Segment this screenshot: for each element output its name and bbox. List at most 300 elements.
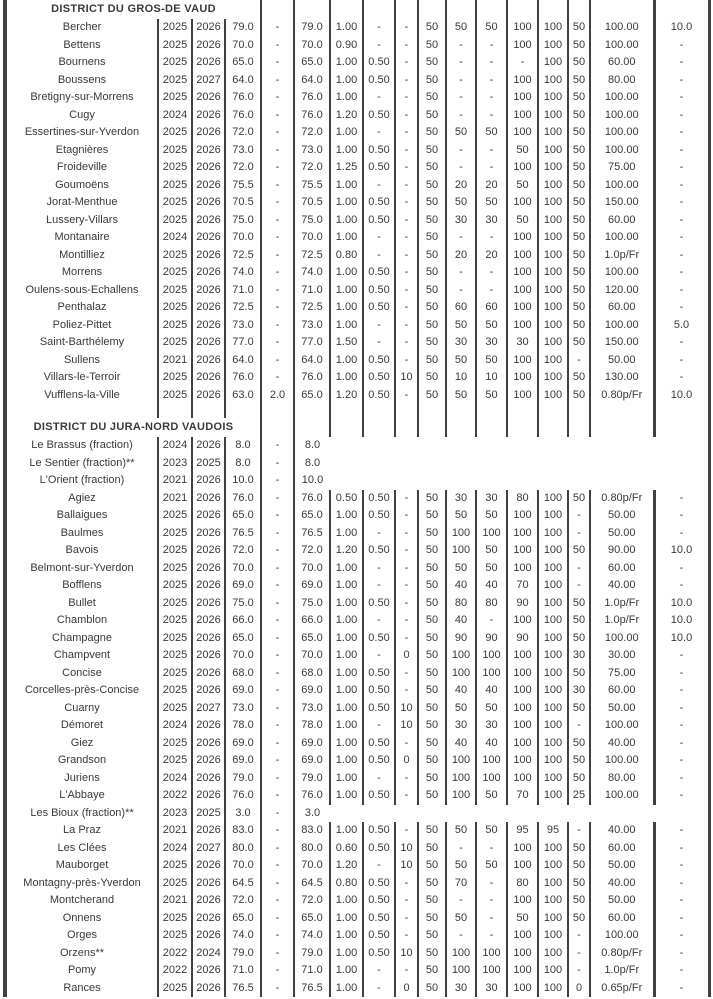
tax-value-7-cell: 100	[507, 857, 538, 875]
rate-cell	[225, 404, 261, 418]
tax-value-4-cell: 50	[418, 177, 446, 195]
tax-value-4-cell: 50	[418, 282, 446, 300]
tax-value-2-cell: 0.50	[363, 945, 395, 963]
tax-value-10-cell: 60.00	[590, 840, 654, 858]
rate-total-cell: 76.0	[294, 89, 330, 107]
rate-total-cell	[294, 418, 330, 437]
tax-value-4-cell	[418, 472, 446, 490]
tax-value-1-cell: 1.00	[330, 507, 363, 525]
table-row	[5, 229, 709, 247]
tax-value-3-cell: 10	[395, 945, 418, 963]
tax-value-6-cell	[476, 472, 507, 490]
rate-total-cell: 70.0	[294, 647, 330, 665]
commune-name-cell: Pomy	[67, 964, 97, 976]
rate-supplement-cell	[261, 418, 294, 437]
tax-value-7-cell: 100	[507, 89, 538, 107]
commune-name-cell: Les Clées	[57, 841, 107, 854]
rate-supplement-cell: -	[261, 665, 294, 683]
table-row	[5, 455, 709, 473]
tax-value-10-cell: 50.00	[590, 507, 654, 525]
rate-cell: 72.0	[225, 542, 261, 560]
tax-value-7-cell: 95	[507, 822, 538, 840]
tax-value-8-cell: 100	[538, 54, 568, 72]
tax-value-10-cell: 150.00	[590, 194, 654, 212]
tax-value-7-cell: 100	[507, 107, 538, 125]
rate-cell: 75.5	[225, 177, 261, 195]
tax-value-3-cell: 0	[395, 752, 418, 770]
tax-value-6-cell: 10	[476, 369, 507, 387]
tax-value-11-cell: -	[654, 177, 709, 195]
tax-value-11-cell: -	[654, 682, 709, 700]
tax-value-11-cell	[654, 805, 709, 823]
tax-value-11-cell: -	[654, 647, 709, 665]
year-from-cell: 2025	[158, 299, 192, 317]
tax-value-2-cell: 0.50	[363, 299, 395, 317]
rate-supplement-cell: -	[261, 194, 294, 212]
tax-value-5-cell: 30	[446, 490, 476, 508]
tax-value-4-cell: 50	[418, 980, 446, 998]
tax-value-5-cell: 50	[446, 317, 476, 335]
tax-value-6-cell	[476, 0, 507, 19]
rate-supplement-cell: -	[261, 840, 294, 858]
rate-total-cell	[294, 0, 330, 19]
tax-value-8-cell: 100	[538, 19, 568, 37]
rate-supplement-cell: -	[261, 787, 294, 805]
tax-value-7-cell: 100	[507, 159, 538, 177]
rate-total-cell: 76.0	[294, 369, 330, 387]
table-row	[5, 177, 709, 195]
tax-value-6-cell: -	[476, 282, 507, 300]
tax-value-2-cell: 0.50	[363, 352, 395, 370]
tax-value-9-cell: 50	[568, 770, 590, 788]
rate-supplement-cell: -	[261, 229, 294, 247]
rate-total-cell: 64.5	[294, 875, 330, 893]
rate-supplement-cell: -	[261, 577, 294, 595]
tax-value-3-cell: -	[395, 595, 418, 613]
tax-value-2-cell	[363, 437, 395, 455]
tax-value-10-cell: 100.00	[590, 124, 654, 142]
tax-value-5-cell: 40	[446, 612, 476, 630]
commune-name-cell: Baulmes	[60, 526, 104, 539]
table-row	[5, 910, 709, 928]
tax-value-10-cell	[590, 472, 654, 490]
tax-value-6-cell: 40	[476, 577, 507, 595]
rate-total-cell: 72.0	[294, 542, 330, 560]
tax-value-11-cell: -	[654, 910, 709, 928]
tax-value-2-cell: -	[363, 229, 395, 247]
tax-value-1-cell: 1.00	[330, 264, 363, 282]
rate-cell: 75.0	[225, 595, 261, 613]
tax-value-5-cell: 100	[446, 525, 476, 543]
tax-value-4-cell: 50	[418, 387, 446, 405]
rate-total-cell: 65.0	[294, 910, 330, 928]
tax-value-8-cell: 100	[538, 124, 568, 142]
year-from-cell	[158, 404, 192, 418]
year-to-cell: 2026	[192, 612, 225, 630]
year-to-cell: 2026	[192, 142, 225, 160]
rate-total-cell: 69.0	[294, 752, 330, 770]
tax-value-7-cell: 70	[507, 787, 538, 805]
tax-value-9-cell: -	[568, 927, 590, 945]
commune-name-cell: Champvent	[53, 649, 111, 661]
tax-value-3-cell: -	[395, 822, 418, 840]
tax-value-2-cell: 0.50	[363, 72, 395, 90]
year-from-cell: 2025	[158, 142, 192, 160]
rate-total-cell: 65.0	[294, 630, 330, 648]
tax-value-5-cell: 30	[446, 212, 476, 230]
tax-value-6-cell: -	[476, 72, 507, 90]
commune-name-cell: Ballaigues	[56, 509, 108, 521]
tax-value-7-cell: 100	[507, 194, 538, 212]
section-header-row	[5, 418, 709, 437]
tax-value-11-cell: -	[654, 822, 709, 840]
table-row	[5, 507, 709, 525]
table-row	[5, 282, 709, 300]
tax-value-11-cell: 10.0	[654, 630, 709, 648]
year-to-cell: 2026	[192, 875, 225, 893]
tax-value-10-cell: 100.00	[590, 317, 654, 335]
year-to-cell: 2026	[192, 752, 225, 770]
tax-value-10-cell: 50.00	[590, 352, 654, 370]
commune-name-cell: Montcherand	[49, 894, 115, 906]
tax-value-3-cell: -	[395, 89, 418, 107]
tax-value-10-cell: 75.00	[590, 665, 654, 683]
tax-value-7-cell: 80	[507, 875, 538, 893]
tax-value-11-cell: -	[654, 787, 709, 805]
tax-value-8-cell: 100	[538, 37, 568, 55]
commune-name-cell: Bofflens	[62, 579, 102, 591]
rate-total-cell: 69.0	[294, 735, 330, 753]
tax-value-6-cell	[476, 418, 507, 437]
rate-cell: 69.0	[225, 577, 261, 595]
year-from-cell: 2025	[158, 682, 192, 700]
rate-total-cell: 73.0	[294, 142, 330, 160]
tax-value-11-cell: -	[654, 352, 709, 370]
tax-value-5-cell: -	[446, 142, 476, 160]
year-to-cell: 2025	[192, 455, 225, 473]
tax-value-6-cell: 30	[476, 980, 507, 998]
tax-value-7-cell	[507, 0, 538, 19]
tax-value-11-cell: 10.0	[654, 387, 709, 405]
tax-value-11-cell: -	[654, 945, 709, 963]
rate-total-cell: 72.5	[294, 247, 330, 265]
tax-value-9-cell: 50	[568, 72, 590, 90]
year-from-cell: 2025	[158, 577, 192, 595]
tax-value-4-cell: 50	[418, 840, 446, 858]
rate-cell: 68.0	[225, 665, 261, 683]
table-row	[5, 560, 709, 578]
year-to-cell: 2026	[192, 490, 225, 508]
tax-value-8-cell: 100	[538, 770, 568, 788]
table-row	[5, 299, 709, 317]
rate-supplement-cell: -	[261, 542, 294, 560]
tax-value-5-cell	[446, 418, 476, 437]
rate-supplement-cell: -	[261, 875, 294, 893]
rate-total-cell: 70.0	[294, 229, 330, 247]
year-from-cell: 2025	[158, 700, 192, 718]
tax-value-6-cell: 50	[476, 317, 507, 335]
rate-total-cell: 72.0	[294, 159, 330, 177]
year-from-cell: 2025	[158, 37, 192, 55]
table-row	[5, 334, 709, 352]
tax-value-9-cell: 50	[568, 665, 590, 683]
commune-name-cell: Rances	[63, 981, 101, 994]
tax-value-10-cell	[590, 805, 654, 823]
tax-value-5-cell: 30	[446, 717, 476, 735]
commune-name-cell: Goumoëns	[55, 178, 109, 191]
tax-value-9-cell: 30	[568, 682, 590, 700]
tax-value-3-cell: -	[395, 317, 418, 335]
tax-value-2-cell: 0.50	[363, 490, 395, 508]
tax-value-8-cell	[538, 0, 568, 19]
tax-value-11-cell	[654, 404, 709, 418]
tax-value-2-cell: -	[363, 89, 395, 107]
tax-value-4-cell: 50	[418, 910, 446, 928]
tax-value-8-cell	[538, 437, 568, 455]
tax-value-7-cell: 100	[507, 560, 538, 578]
tax-value-7-cell: 100	[507, 945, 538, 963]
commune-name-cell: Bettens	[63, 38, 101, 51]
tax-value-2-cell: 0.50	[363, 822, 395, 840]
tax-value-10-cell: 100.00	[590, 229, 654, 247]
tax-value-2-cell: -	[363, 577, 395, 595]
table-row	[5, 159, 709, 177]
year-from-cell: 2024	[158, 717, 192, 735]
tax-value-1-cell: 1.50	[330, 334, 363, 352]
tax-value-11-cell: -	[654, 264, 709, 282]
tax-value-3-cell: -	[395, 159, 418, 177]
tax-value-2-cell: 0.50	[363, 752, 395, 770]
tax-value-3-cell: -	[395, 387, 418, 405]
rate-total-cell: 64.0	[294, 72, 330, 90]
commune-name-cell: Mauborget	[55, 859, 109, 871]
year-to-cell: 2026	[192, 735, 225, 753]
tax-value-5-cell: 30	[446, 334, 476, 352]
tax-value-4-cell	[418, 455, 446, 473]
tax-value-7-cell: 100	[507, 299, 538, 317]
tax-value-6-cell: 90	[476, 630, 507, 648]
tax-value-4-cell: 50	[418, 19, 446, 37]
tax-value-11-cell: -	[654, 752, 709, 770]
tax-value-9-cell: 50	[568, 700, 590, 718]
tax-value-4-cell: 50	[418, 334, 446, 352]
year-to-cell: 2026	[192, 229, 225, 247]
tax-value-10-cell: 50.00	[590, 892, 654, 910]
tax-value-2-cell: 0.50	[363, 595, 395, 613]
tax-value-4-cell: 50	[418, 665, 446, 683]
tax-value-11-cell: 10.0	[654, 19, 709, 37]
tax-value-10-cell: 40.00	[590, 735, 654, 753]
tax-value-7-cell: 100	[507, 665, 538, 683]
tax-value-3-cell: 0	[395, 980, 418, 998]
tax-value-11-cell: -	[654, 577, 709, 595]
tax-value-6-cell: -	[476, 840, 507, 858]
year-to-cell: 2026	[192, 822, 225, 840]
rate-supplement-cell: -	[261, 630, 294, 648]
tax-value-2-cell	[363, 455, 395, 473]
communes-tax-table	[3, 0, 711, 997]
tax-value-6-cell: 80	[476, 595, 507, 613]
rate-cell: 72.0	[225, 159, 261, 177]
year-from-cell: 2025	[158, 560, 192, 578]
tax-value-1-cell: 1.00	[330, 700, 363, 718]
tax-value-9-cell	[568, 0, 590, 19]
tax-value-9-cell: -	[568, 717, 590, 735]
tax-value-4-cell: 50	[418, 560, 446, 578]
year-to-cell: 2026	[192, 927, 225, 945]
tax-value-3-cell: -	[395, 682, 418, 700]
rate-supplement-cell: -	[261, 735, 294, 753]
rate-supplement-cell	[261, 404, 294, 418]
tax-value-5-cell	[446, 0, 476, 19]
tax-value-11-cell: -	[654, 282, 709, 300]
tax-value-10-cell	[590, 404, 654, 418]
table-row	[5, 142, 709, 160]
tax-value-10-cell: 100.00	[590, 752, 654, 770]
rate-total-cell: 68.0	[294, 665, 330, 683]
year-from-cell: 2025	[158, 159, 192, 177]
tax-value-4-cell	[418, 0, 446, 19]
tax-value-7-cell: 70	[507, 577, 538, 595]
commune-name-cell: Giez	[70, 736, 94, 749]
tax-value-7-cell: 100	[507, 962, 538, 980]
rate-cell: 76.0	[225, 89, 261, 107]
tax-value-10-cell: 100.00	[590, 107, 654, 125]
tax-value-1-cell: 1.00	[330, 980, 363, 998]
year-to-cell: 2026	[192, 317, 225, 335]
year-to-cell: 2026	[192, 282, 225, 300]
tax-value-8-cell: 100	[538, 560, 568, 578]
rate-supplement-cell: -	[261, 507, 294, 525]
year-to-cell: 2026	[192, 560, 225, 578]
tax-value-1-cell: 1.20	[330, 857, 363, 875]
year-from-cell: 2021	[158, 490, 192, 508]
tax-value-9-cell: 30	[568, 647, 590, 665]
tax-value-1-cell: 1.00	[330, 595, 363, 613]
tax-value-10-cell: 80.00	[590, 72, 654, 90]
rate-supplement-cell: -	[261, 317, 294, 335]
tax-value-10-cell: 90.00	[590, 542, 654, 560]
tax-value-2-cell: -	[363, 980, 395, 998]
tax-value-6-cell: -	[476, 89, 507, 107]
year-to-cell: 2026	[192, 717, 225, 735]
tax-value-5-cell: 50	[446, 19, 476, 37]
commune-name-cell: Jorat-Menthue	[46, 196, 118, 208]
year-from-cell: 2025	[158, 927, 192, 945]
tax-value-3-cell: -	[395, 282, 418, 300]
rate-supplement-cell: -	[261, 560, 294, 578]
rate-total-cell: 3.0	[294, 805, 330, 823]
year-from-cell: 2025	[158, 665, 192, 683]
tax-value-6-cell: 100	[476, 770, 507, 788]
tax-value-2-cell: -	[363, 177, 395, 195]
tax-value-11-cell: -	[654, 980, 709, 998]
rate-supplement-cell: -	[261, 369, 294, 387]
commune-name-cell: Corcelles-près-Concise	[24, 684, 140, 696]
tax-value-9-cell: 50	[568, 369, 590, 387]
tax-value-10-cell: 0.80p/Fr	[590, 490, 654, 508]
tax-value-11-cell	[654, 0, 709, 19]
tax-value-2-cell: 0.50	[363, 927, 395, 945]
tax-value-9-cell: 50	[568, 247, 590, 265]
tax-value-8-cell: 100	[538, 542, 568, 560]
tax-value-9-cell: 50	[568, 142, 590, 160]
tax-value-10-cell: 60.00	[590, 682, 654, 700]
tax-value-9-cell	[568, 437, 590, 455]
tax-value-6-cell	[476, 455, 507, 473]
tax-value-11-cell: -	[654, 770, 709, 788]
tax-value-6-cell: 50	[476, 194, 507, 212]
table-row	[5, 787, 709, 805]
tax-value-3-cell: 10	[395, 840, 418, 858]
tax-value-2-cell	[363, 0, 395, 19]
tax-value-1-cell: 1.00	[330, 682, 363, 700]
tax-value-2-cell: 0.50	[363, 910, 395, 928]
tax-value-2-cell: -	[363, 717, 395, 735]
tax-value-3-cell: 0	[395, 647, 418, 665]
tax-value-3-cell: -	[395, 875, 418, 893]
tax-value-2-cell: -	[363, 247, 395, 265]
year-to-cell: 2026	[192, 212, 225, 230]
tax-value-10-cell: 75.00	[590, 159, 654, 177]
commune-name-cell: Penthalaz	[57, 301, 107, 313]
tax-value-4-cell: 50	[418, 194, 446, 212]
tax-value-5-cell: 10	[446, 369, 476, 387]
table-row	[5, 472, 709, 490]
rate-supplement-cell: -	[261, 490, 294, 508]
tax-value-6-cell: -	[476, 142, 507, 160]
rate-supplement-cell: -	[261, 177, 294, 195]
table-row	[5, 542, 709, 560]
tax-value-2-cell: -	[363, 525, 395, 543]
table-row	[5, 875, 709, 893]
tax-value-1-cell: 1.00	[330, 142, 363, 160]
tax-value-1-cell	[330, 404, 363, 418]
table-row	[5, 857, 709, 875]
commune-name-cell: Orges	[67, 929, 97, 941]
tax-value-6-cell: 60	[476, 299, 507, 317]
tax-value-9-cell: 50	[568, 387, 590, 405]
tax-value-5-cell: 50	[446, 700, 476, 718]
tax-value-9-cell: 50	[568, 910, 590, 928]
year-to-cell: 2027	[192, 72, 225, 90]
tax-value-8-cell: 100	[538, 352, 568, 370]
tax-value-6-cell: -	[476, 892, 507, 910]
tax-value-4-cell: 50	[418, 525, 446, 543]
tax-value-3-cell: -	[395, 910, 418, 928]
tax-value-11-cell: -	[654, 490, 709, 508]
tax-value-3-cell	[395, 805, 418, 823]
rate-cell: 80.0	[225, 840, 261, 858]
rate-cell: 72.5	[225, 247, 261, 265]
tax-value-4-cell: 50	[418, 352, 446, 370]
table-row	[5, 717, 709, 735]
tax-value-5-cell	[446, 404, 476, 418]
year-to-cell: 2027	[192, 840, 225, 858]
tax-value-3-cell: 10	[395, 717, 418, 735]
tax-value-9-cell: -	[568, 577, 590, 595]
year-to-cell: 2026	[192, 595, 225, 613]
tax-value-2-cell: 0.50	[363, 630, 395, 648]
tax-value-7-cell: 100	[507, 264, 538, 282]
tax-value-11-cell: -	[654, 124, 709, 142]
tax-value-3-cell: -	[395, 665, 418, 683]
year-to-cell: 2026	[192, 577, 225, 595]
table-row	[5, 612, 709, 630]
tax-value-11-cell: -	[654, 247, 709, 265]
year-from-cell: 2025	[158, 89, 192, 107]
tax-value-2-cell: -	[363, 317, 395, 335]
